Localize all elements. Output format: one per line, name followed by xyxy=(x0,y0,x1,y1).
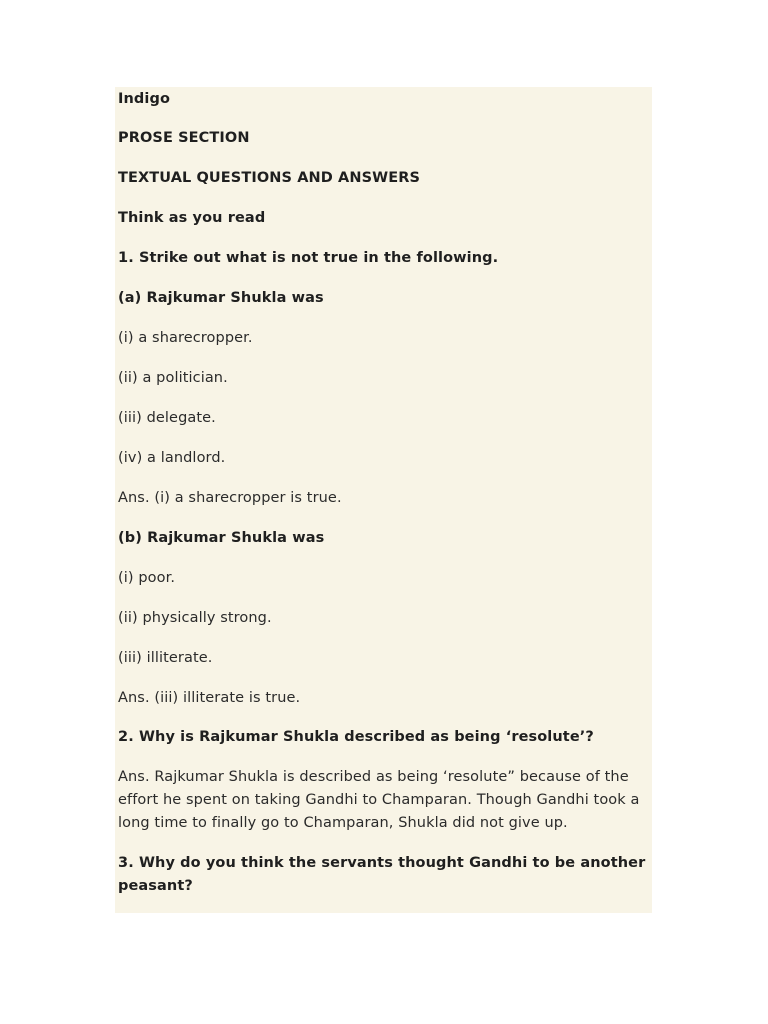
subheading: Think as you read xyxy=(118,210,266,226)
question-2-answer-line: effort he spent on taking Gandhi to Champaran. Though Gandhi took a xyxy=(118,792,640,808)
question-1a-heading: (a) Rajkumar Shukla was xyxy=(118,290,324,306)
question-1a-option: (iii) delegate. xyxy=(118,410,216,426)
subsection-heading: TEXTUAL QUESTIONS AND ANSWERS xyxy=(118,170,421,186)
question-2-answer-line: long time to finally go to Champaran, Shukla did not give up. xyxy=(118,815,568,831)
question-1b-option: (i) poor. xyxy=(118,570,176,586)
question-2: 2. Why is Rajkumar Shukla described as being ‘resolute’? xyxy=(118,729,594,745)
question-2-answer-line: Ans. Rajkumar Shukla is described as being ‘resolute” because of the xyxy=(118,769,629,785)
document-title: Indigo xyxy=(118,91,171,107)
question-1a-option: (ii) a politician. xyxy=(118,370,228,386)
section-heading: PROSE SECTION xyxy=(118,130,250,146)
question-3-line: peasant? xyxy=(118,878,193,894)
question-1: 1. Strike out what is not true in the following. xyxy=(118,250,499,266)
question-3-line: 3. Why do you think the servants thought Gandhi to be another xyxy=(118,855,646,871)
question-1b-option: (iii) illiterate. xyxy=(118,650,213,666)
question-1b-heading: (b) Rajkumar Shukla was xyxy=(118,530,325,546)
question-1b-answer: Ans. (iii) illiterate is true. xyxy=(118,690,301,706)
question-1a-answer: Ans. (i) a sharecropper is true. xyxy=(118,490,342,506)
question-1b-option: (ii) physically strong. xyxy=(118,610,272,626)
question-1a-option: (iv) a landlord. xyxy=(118,450,226,466)
question-1a-option: (i) a sharecropper. xyxy=(118,330,253,346)
